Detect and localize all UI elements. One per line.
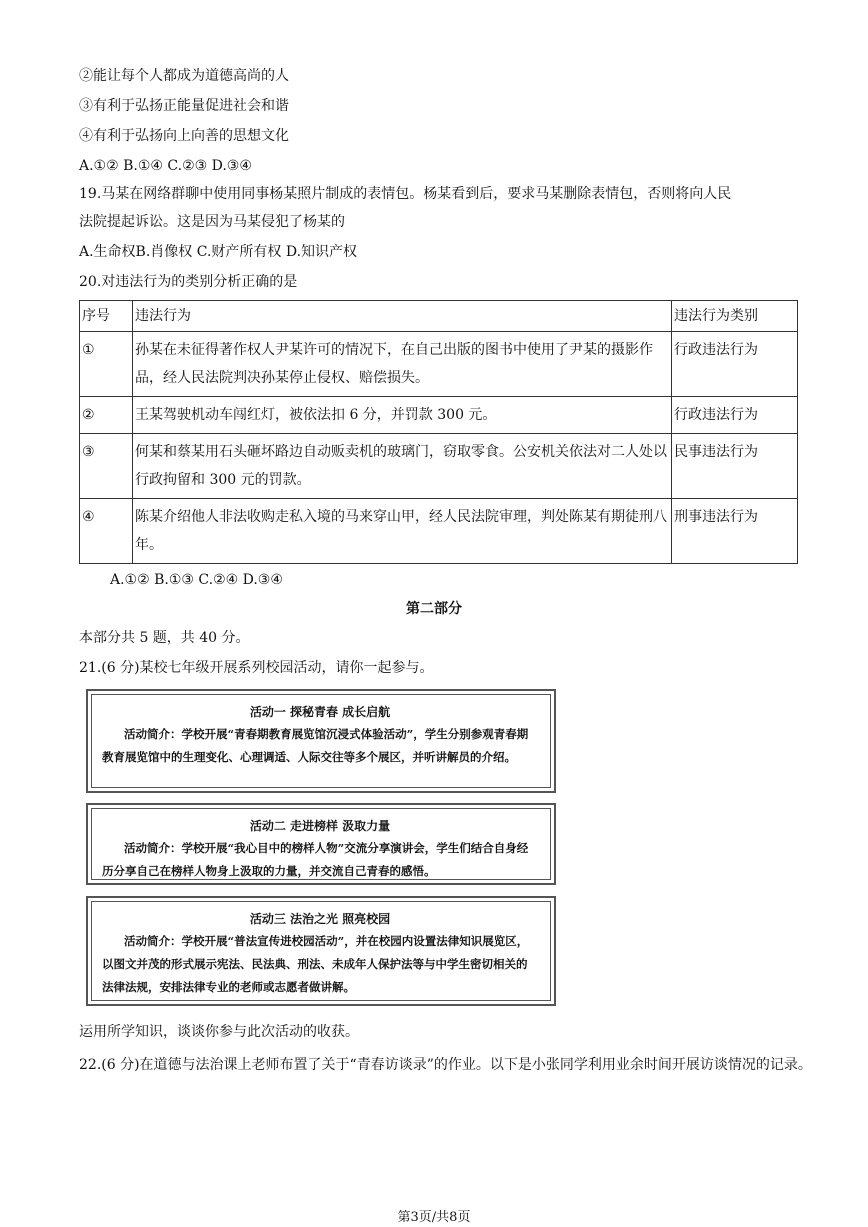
activity-1-title: 活动一 探秘青春 成长启航 (249, 705, 391, 719)
activity-2-title: 活动二 走进榜样 汲取力量 (249, 819, 391, 833)
activity-box-2 (86, 803, 556, 885)
table-header-row (80, 301, 798, 332)
q20-stem: 20.对违法行为的类别分析正确的是 (79, 274, 298, 290)
activity-1-description: 活动简介：学校开展“青春期教育展览馆沉浸式体验活动”，学生分别参观青春期教育展览馆中的生理变化、心理调适、人际交往等多个展区，并听讲解员的介绍。 (102, 727, 529, 764)
q18-answer-choices: A.①② B.①④ C.②③ D.③④ (79, 158, 252, 174)
row-category: 民事违法行为 (672, 434, 798, 499)
table-row (80, 434, 798, 499)
header-category: 违法行为类别 (672, 301, 798, 332)
row-index: ② (80, 397, 133, 434)
q19-stem-line-1: 19.马某在网络群聊中使用同事杨某照片制成的表情包。杨某看到后，要求马某删除表情包，否则将向人民 (79, 186, 732, 202)
table-row (80, 499, 798, 564)
activity-3-title: 活动三 法治之光 照亮校园 (249, 912, 391, 926)
activity-2-text (102, 837, 538, 883)
q20-answer-choices: A.①② B.①③ C.②④ D.③④ (110, 572, 283, 588)
row-index: ① (80, 332, 133, 397)
activity-box-3-inner (91, 901, 551, 1001)
page-number: 第3页/共8页 (397, 1210, 471, 1225)
activity-1-text (102, 723, 538, 769)
row-violation: 王某驾驶机动车闯红灯，被依法扣 6 分，并罚款 300 元。 (133, 397, 672, 434)
row-violation: 何某和蔡某用石头砸坏路边自动贩卖机的玻璃门，窃取零食。公安机关依法对二人处以行政拘留和 300 元的罚款。 (133, 434, 672, 499)
row-category: 刑事违法行为 (672, 499, 798, 564)
row-category: 行政违法行为 (672, 332, 798, 397)
activity-3-text (102, 930, 538, 999)
q18-option-4: ④有利于弘扬向上向善的思想文化 (79, 128, 289, 144)
row-category: 行政违法行为 (672, 397, 798, 434)
table-row (80, 397, 798, 434)
activity-box-3 (86, 896, 556, 1006)
row-index: ③ (80, 434, 133, 499)
q18-option-2: ②能让每个人都成为道德高尚的人 (79, 68, 289, 84)
part-two-intro: 本部分共 5 题，共 40 分。 (79, 630, 250, 646)
q19-stem-line-2: 法院提起诉讼。这是因为马某侵犯了杨某的 (79, 214, 345, 230)
q19-answer-choices: A.生命权B.肖像权 C.财产所有权 D.知识产权 (79, 244, 358, 260)
part-two-title: 第二部分 (406, 601, 462, 617)
row-index: ④ (80, 499, 133, 564)
row-violation: 陈某介绍他人非法收购走私入境的马来穿山甲，经人民法院审理，判处陈某有期徒刑八年。 (133, 499, 672, 564)
q18-option-3: ③有利于弘扬正能量促进社会和谐 (79, 98, 289, 114)
activity-box-1-inner (91, 694, 551, 788)
activity-2-description: 活动简介：学校开展“我心目中的榜样人物”交流分享演讲会，学生们结合自身经历分享自己在榜样人物身上汲取的力量，并交流自己青春的感悟。 (102, 841, 529, 878)
row-violation: 孙某在未征得著作权人尹某许可的情况下，在自己出版的图书中使用了尹某的摄影作品，经人民法院判决孙某停止侵权、赔偿损失。 (133, 332, 672, 397)
activity-box-2-inner (91, 808, 551, 880)
q21-stem: 21.(6 分)某校七年级开展系列校园活动，请你一起参与。 (79, 660, 434, 676)
header-index: 序号 (80, 301, 133, 332)
activity-box-1 (86, 689, 556, 793)
q22-stem: 22.(6 分)在道德与法治课上老师布置了关于“青春访谈录”的作业。以下是小张同学利用业余时间开展访谈情况的记录。 (79, 1057, 812, 1073)
activity-3-description: 活动简介：学校开展“普法宣传进校园活动”，并在校园内设置法律知识展览区，以图文并茂的形式展示宪法、民法典、刑法、未成年人保护法等与中学生密切相关的法律法规，安排法律专业的老师或志愿者做讲解。 (102, 934, 529, 994)
table-row (80, 332, 798, 397)
q21-question: 运用所学知识，谈谈你参与此次活动的收获。 (79, 1024, 359, 1040)
header-violation: 违法行为 (133, 301, 672, 332)
violation-table (79, 300, 798, 564)
